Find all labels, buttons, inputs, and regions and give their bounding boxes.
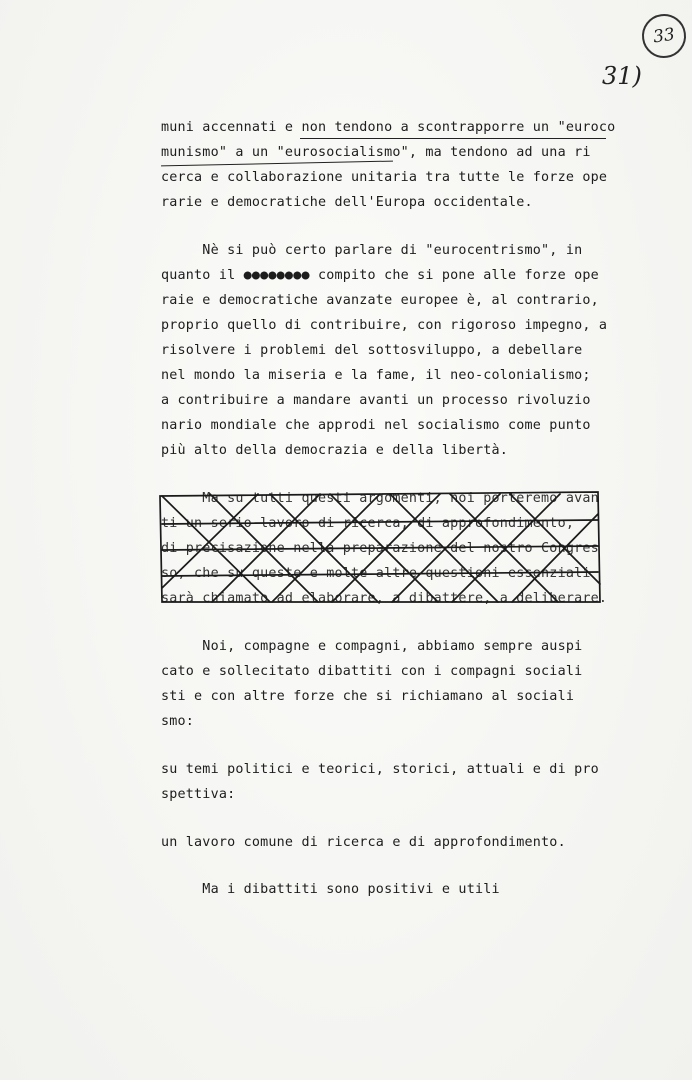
handwritten-page-number: 31): [602, 62, 642, 90]
text-line: nario mondiale che approdi nel socialismo come punto: [161, 418, 591, 433]
text-line: nel mondo la miseria e la fame, il neo-colonialismo;: [161, 368, 591, 383]
text-line: Ma i dibattiti sono positivi e utili: [161, 882, 500, 897]
archive-circled-number: 33: [639, 11, 689, 61]
text-line: spettiva:: [161, 787, 236, 802]
struck-text-line: so, che su queste e molte altre questioni essenziali: [161, 566, 591, 581]
struck-text-line: sarà chiamato ad elaborare, a dibattere, a deliberare.: [161, 591, 608, 606]
text-line: su temi politici e teorici, storici, attuali e di pro: [161, 762, 599, 777]
text-line: munismo" a un "eurosocialismo", ma tendono ad una ri: [161, 145, 591, 160]
text-line: risolvere i problemi del sottosviluppo, a debellare: [161, 343, 583, 358]
text-line: Noi, compagne e compagni, abbiamo sempre auspi: [161, 639, 583, 654]
handwritten-underline: [161, 161, 393, 167]
text-line: a contribuire a mandare avanti un processo rivoluzio: [161, 393, 591, 408]
text-line: quanto il ●●●●●●●● compito che si pone alle forze ope: [161, 268, 599, 283]
text-line: smo:: [161, 714, 195, 729]
struck-text-line: di precisazione nella preparazione del nostro Congres: [161, 541, 599, 556]
text-line: sti e con altre forze che si richiamano al sociali: [161, 689, 575, 704]
handwritten-crossout: [150, 484, 610, 612]
text-line: proprio quello di contribuire, con rigoroso impegno, a: [161, 318, 608, 333]
text-line: raie e democratiche avanzate europee è, al contrario,: [161, 293, 599, 308]
text-line: cato e sollecitato dibattiti con i compagni sociali: [161, 664, 583, 679]
text-line: più alto della democrazia e della libertà.: [161, 443, 508, 458]
struck-text-line: ti un serio lavoro di ricerca, di approfondimento,: [161, 516, 575, 531]
text-line: rarie e democratiche dell'Europa occidentale.: [161, 195, 533, 210]
text-line: un lavoro comune di ricerca e di approfondimento.: [161, 835, 566, 850]
struck-text-line: Ma su tutti questi argomenti, noi porteremo avan: [161, 491, 599, 506]
text-line: muni accennati e non tendono a scontrapporre un "euroco: [161, 120, 616, 135]
text-line: cerca e collaborazione unitaria tra tutte le forze ope: [161, 170, 608, 185]
text-line: Nè si può certo parlare di "eurocentrismo", in: [161, 243, 583, 258]
handwritten-underline: [300, 138, 606, 139]
